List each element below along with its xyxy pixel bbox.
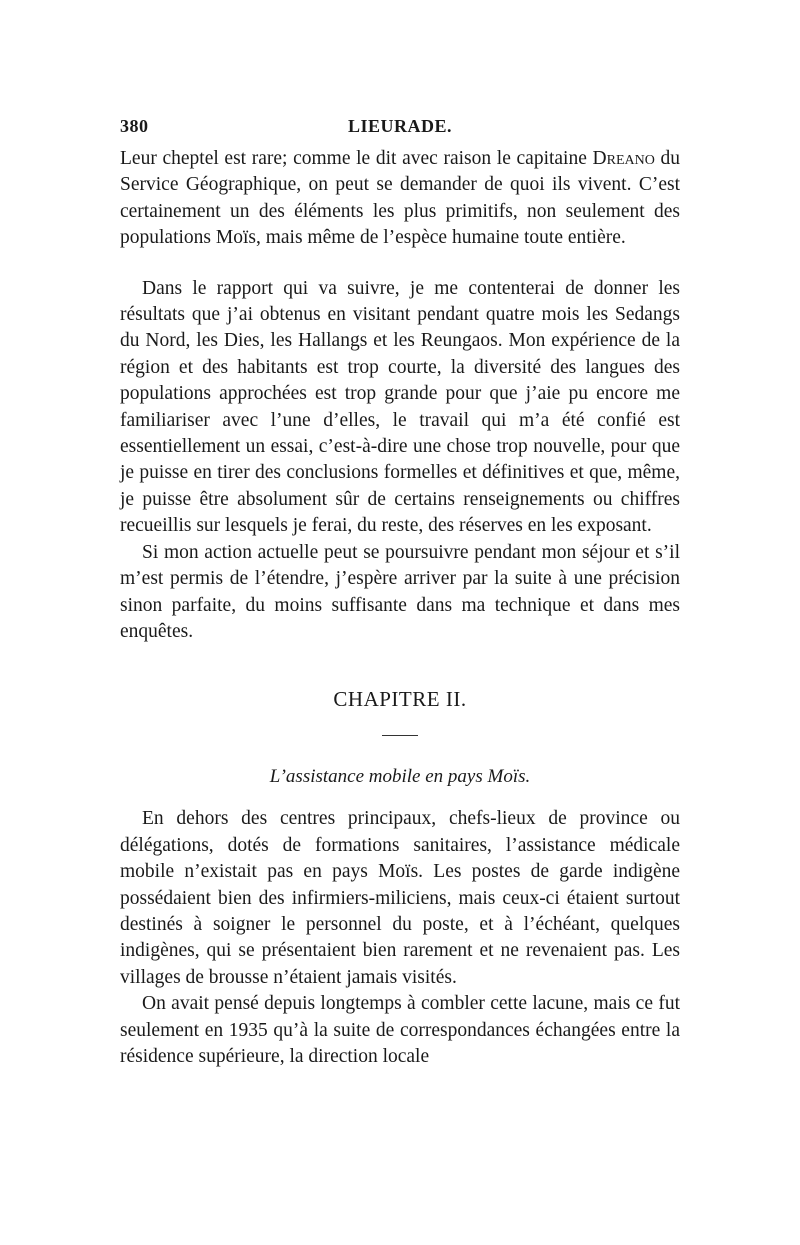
paragraph-1-start: Leur cheptel est rare; comme le dit avec raison le capitaine <box>120 148 587 169</box>
running-head <box>120 116 680 146</box>
page-number: 380 <box>120 116 149 136</box>
paragraph-2: Dans le rapport qui va suivre, je me contenterai de donner les résultats que j’ai obtenus en visitant pendant quatre mois les Sedangs du Nord, les Dies, les Hallangs et les Reungaos. Mon expérience de la région et des habitants est trop courte, la diversité des langues des populations approchées est trop grande pour que j’aie pu encore me familiariser avec l’une d’elles, le travail qui m’a été confié est essentiellement un essai, c’est-à-dire une chose trop nouvelle, pour que je puisse en tirer des conclusions formelles et définitives et que, même, je puisse être absolument sûr de certains renseignements ou chiffres recueillis sur lesquels je ferai, du reste, des réserves en les exposant. <box>120 277 680 537</box>
section-paragraph-1: En dehors des centres principaux, chefs-lieux de province ou délégations, dotés de formations sanitaires, l’assistance médicale mobile n’existait pas en pays Moïs. Les postes de garde indigène possédaient bien des infirmiers-miliciens, mais ceux-ci étaient surtout destinés à soigner le personnel du poste, et à l’échéant, quelques indigènes, qui se présentaient bien rarement et ne revenaient pas. Les villages de brousse n’étaient jamais visités. <box>120 808 680 988</box>
page <box>120 116 680 1070</box>
person-name: Dreano <box>592 148 655 169</box>
chapter-title: CHAPITRE II. <box>333 687 467 712</box>
paragraph-1 <box>120 146 680 252</box>
paragraph-3: Si mon action actuelle peut se poursuivre pendant mon séjour et s’il m’est permis de l’étendre, j’espère arriver par la suite à une précision sinon parfaite, du moins suffisante dans ma technique et dans mes enquêtes. <box>120 541 680 642</box>
paragraph-gap <box>120 252 680 276</box>
section-paragraph-2: On avait pensé depuis longtemps à combler cette lacune, mais ce fut seulement en 1935 qu’à la suite de correspondances échangées entre la résidence supérieure, la direction locale <box>120 993 680 1067</box>
chapter-divider <box>382 735 418 736</box>
paragraph-1-rest: du Service Géographique, on peut se demander de quoi ils vivent. C’est certainement un des éléments les plus primitifs, non seulement des populations Moïs, mais même de l’espèce humaine toute entière. <box>120 148 681 249</box>
section-title: L’assistance mobile en pays Moïs. <box>269 766 531 788</box>
section-body <box>120 806 680 1070</box>
running-title: LIEURADE. <box>347 116 453 136</box>
